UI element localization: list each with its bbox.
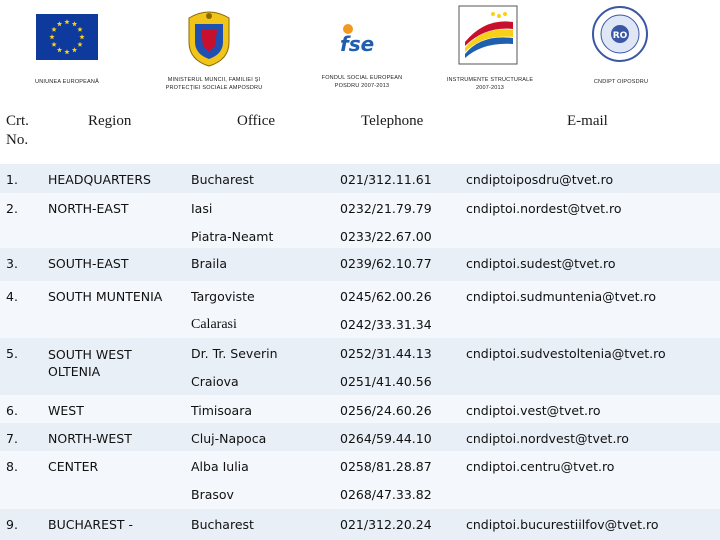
- row-number: 1.: [6, 172, 18, 187]
- row-telephone: 0251/41.40.56: [340, 374, 432, 389]
- table-row: [0, 509, 720, 540]
- row-number: 6.: [6, 403, 18, 418]
- header-email: E-mail: [567, 113, 608, 129]
- svg-text:fse: fse: [340, 32, 375, 56]
- row-office: Piatra-Neamt: [191, 229, 274, 244]
- row-email[interactable]: cndiptoiposdru@tvet.ro: [466, 172, 614, 187]
- row-telephone: 0232/21.79.79: [340, 201, 432, 216]
- table-row: [0, 193, 720, 248]
- row-region: WEST: [48, 403, 84, 418]
- row-number: 8.: [6, 459, 18, 474]
- row-email[interactable]: cndiptoi.sudmuntenia@tvet.ro: [466, 289, 657, 304]
- row-number: 9.: [6, 517, 18, 532]
- row-office: Bucharest: [191, 517, 254, 532]
- row-telephone: 0245/62.00.26: [340, 289, 432, 304]
- row-region: HEADQUARTERS: [48, 172, 151, 187]
- row-number: 2.: [6, 201, 18, 216]
- header-crt-no: Crt. No.: [6, 113, 29, 148]
- row-telephone: 0242/33.31.34: [340, 317, 432, 332]
- row-region: SOUTH WEST OLTENIA: [48, 347, 132, 379]
- row-office: Cluj-Napoca: [191, 431, 267, 446]
- row-office: Braila: [191, 256, 227, 271]
- row-region: BUCHAREST -: [48, 517, 134, 532]
- fse-logo: [330, 20, 390, 60]
- cndiptoi-logo: [590, 4, 650, 64]
- row-region: SOUTH MUNTENIA: [48, 289, 163, 304]
- row-number: 3.: [6, 256, 18, 271]
- row-number: 4.: [6, 289, 18, 304]
- table-row: [0, 395, 720, 423]
- header-region: Region: [88, 113, 132, 129]
- row-office: Brasov: [191, 487, 234, 502]
- row-telephone: 0252/31.44.13: [340, 346, 432, 361]
- row-email[interactable]: cndiptoi.sudest@tvet.ro: [466, 256, 616, 271]
- row-office: Timisoara: [191, 403, 252, 418]
- row-office: Calarasi: [191, 317, 237, 332]
- row-telephone: 021/312.11.61: [340, 172, 432, 187]
- row-number: 5.: [6, 346, 18, 361]
- row-office: Iasi: [191, 201, 213, 216]
- row-telephone: 0268/47.33.82: [340, 487, 432, 502]
- row-email[interactable]: cndiptoi.nordest@tvet.ro: [466, 201, 622, 216]
- row-email[interactable]: cndiptoi.nordvest@tvet.ro: [466, 431, 629, 446]
- ministry-caption: MINISTERUL MUNCII, FAMILIEI ŞI PROTECŢIEI SOCIALE AMPOSDRU: [165, 77, 263, 91]
- eu-caption: UNIUNEA EUROPEANĂ: [35, 79, 99, 85]
- row-email[interactable]: cndiptoi.centru@tvet.ro: [466, 459, 615, 474]
- row-region: SOUTH-EAST: [48, 256, 129, 271]
- row-email[interactable]: cndiptoi.vest@tvet.ro: [466, 403, 601, 418]
- row-number: 7.: [6, 431, 18, 446]
- eu-flag-logo: [36, 14, 98, 60]
- structural-instruments-logo: [457, 4, 519, 66]
- table-row: [0, 164, 720, 193]
- table-header: [0, 102, 720, 164]
- row-office: Targoviste: [191, 289, 255, 304]
- row-telephone: 0239/62.10.77: [340, 256, 432, 271]
- row-office: Dr. Tr. Severin: [191, 346, 278, 361]
- row-telephone: 0258/81.28.87: [340, 459, 432, 474]
- row-telephone: 0264/59.44.10: [340, 431, 432, 446]
- row-region: NORTH-WEST: [48, 431, 132, 446]
- table-row: [0, 423, 720, 451]
- fse-caption: FONDUL SOCIAL EUROPEAN POSDRU 2007-2013: [321, 75, 403, 89]
- table-row: [0, 338, 720, 395]
- regional-offices-table: [0, 102, 720, 540]
- row-office: Alba Iulia: [191, 459, 249, 474]
- row-email[interactable]: cndiptoi.bucurestiilfov@tvet.ro: [466, 517, 659, 532]
- table-row: [0, 248, 720, 281]
- row-email[interactable]: cndiptoi.sudvestoltenia@tvet.ro: [466, 346, 666, 361]
- structural-instruments-caption: INSTRUMENTE STRUCTURALE 2007-2013: [446, 77, 534, 91]
- romania-coat-of-arms-logo: [185, 6, 233, 68]
- header-office: Office: [237, 113, 276, 129]
- svg-text:RO: RO: [612, 31, 628, 41]
- row-telephone: 0233/22.67.00: [340, 229, 432, 244]
- cndiptoi-caption: CNDIPT OIPOSDRU: [593, 79, 649, 85]
- row-telephone: 0256/24.60.26: [340, 403, 432, 418]
- row-region: NORTH-EAST: [48, 201, 129, 216]
- table-row: [0, 451, 720, 509]
- row-telephone: 021/312.20.24: [340, 517, 432, 532]
- row-office: Bucharest: [191, 172, 254, 187]
- table-row: [0, 281, 720, 338]
- row-region: CENTER: [48, 459, 99, 474]
- header-telephone: Telephone: [361, 113, 424, 129]
- row-office: Craiova: [191, 374, 239, 389]
